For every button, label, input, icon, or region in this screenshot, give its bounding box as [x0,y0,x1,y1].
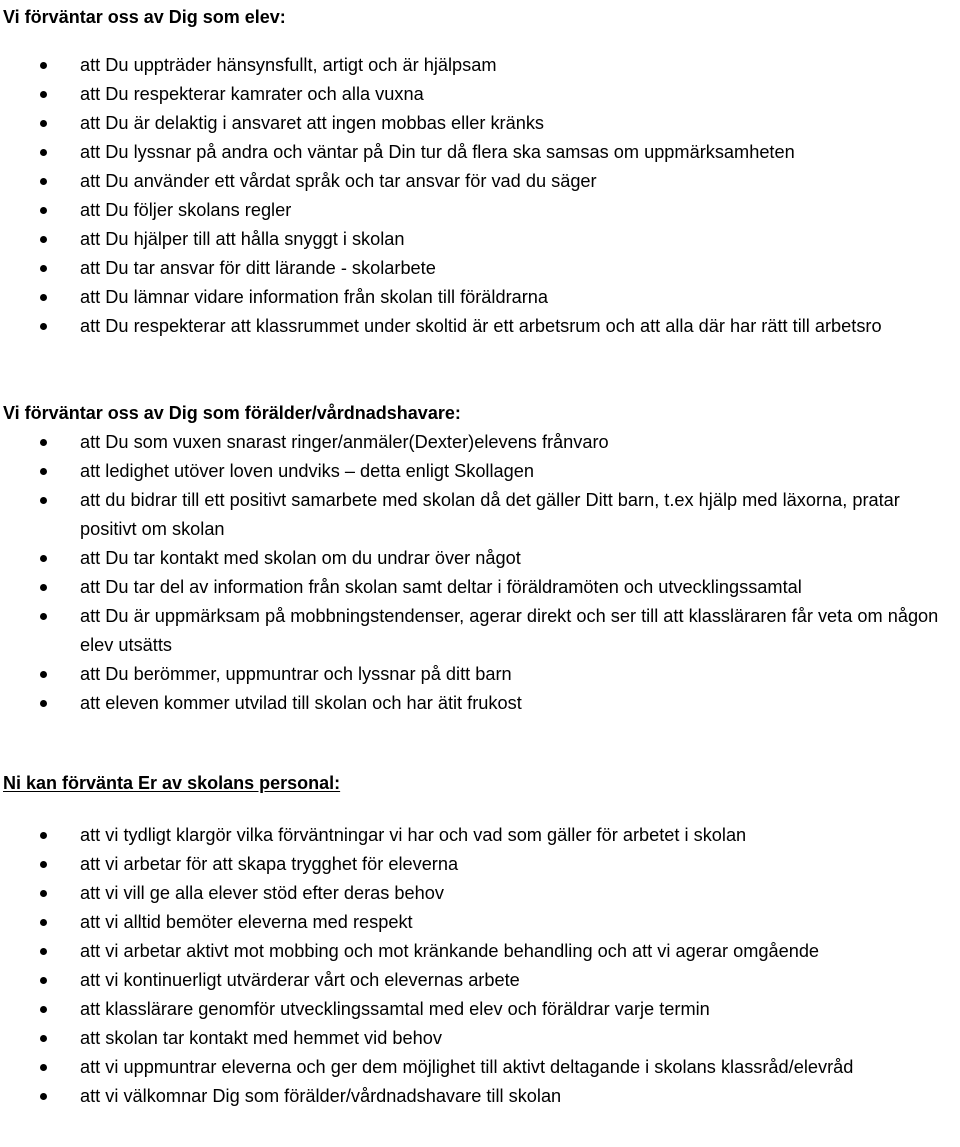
list-item-text: att vi alltid bemöter eleverna med respekt [80,912,413,932]
list-item-text: att Du lämnar vidare information från skolan till föräldrarna [80,287,549,307]
list-item [0,167,960,196]
list-item [0,821,960,850]
list-item [0,196,960,225]
bullet-icon [40,1064,47,1071]
section-heading-elev: Vi förväntar oss av Dig som elev: [3,7,286,27]
bullet-icon [40,294,47,301]
list-item [0,51,960,80]
bullet-icon [40,497,47,504]
list-item [0,660,960,689]
list-item-text: att vi kontinuerligt utvärderar vårt och elevernas arbete [80,970,520,990]
list-item-text: att vi arbetar aktivt mot mobbing och mot kränkande behandling och att vi agerar omgående [80,941,820,961]
bullet-icon [40,236,47,243]
list-item-text: att vi arbetar för att skapa trygghet för eleverna [80,854,459,874]
list-item [0,966,960,995]
list-item-text: att skolan tar kontakt med hemmet vid behov [80,1028,442,1048]
list-item [0,1053,960,1082]
bullet-icon [40,149,47,156]
list-item [0,138,960,167]
list-item [0,1082,960,1111]
list-item-text: att Du är uppmärksam på mobbningstendenser, agerar direkt och ser till att klassläraren får veta om någon elev utsätts [80,606,939,655]
list-item-text: att Du respekterar kamrater och alla vuxna [80,84,424,104]
bullet-icon [40,613,47,620]
list-item [0,850,960,879]
list-item-text: att Du hjälper till att hålla snyggt i skolan [80,229,405,249]
list-item-text: att vi vill ge alla elever stöd efter deras behov [80,883,444,903]
bullet-icon [40,207,47,214]
list-item [0,486,960,544]
list-item [0,80,960,109]
bullet-icon [40,265,47,272]
bullet-icon [40,584,47,591]
list-item-text: att Du tar kontakt med skolan om du undrar över något [80,548,521,568]
list-item-text: att vi välkomnar Dig som förälder/vårdnadshavare till skolan [80,1086,562,1106]
list-item-text: att Du använder ett vårdat språk och tar ansvar för vad du säger [80,171,597,191]
list-item-text: att Du tar ansvar för ditt lärande - skolarbete [80,258,436,278]
list-item-text: att Du berömmer, uppmuntrar och lyssnar på ditt barn [80,664,512,684]
list-item-text: att Du tar del av information från skolan samt deltar i föräldramöten och utvecklingssamtal [80,577,802,597]
bullet-icon [40,890,47,897]
bullet-icon [40,91,47,98]
list-item [0,879,960,908]
list-item-text: att vi tydligt klargör vilka förväntningar vi har och vad som gäller för arbetet i skolan [80,825,747,845]
expectations-list-elev [0,51,960,341]
list-item-text: att ledighet utöver loven undviks – detta enligt Skollagen [80,461,534,481]
list-item [0,937,960,966]
list-item-text: att vi uppmuntrar eleverna och ger dem möjlighet till aktivt deltagande i skolans klassråd/elevråd [80,1057,854,1077]
bullet-icon [40,439,47,446]
bullet-icon [40,948,47,955]
bullet-icon [40,1006,47,1013]
bullet-icon [40,977,47,984]
bullet-icon [40,919,47,926]
bullet-icon [40,832,47,839]
bullet-icon [40,120,47,127]
list-item-text: att Du respekterar att klassrummet under skoltid är ett arbetsrum och att alla där har rätt till arbetsro [80,316,882,336]
list-item-text: att Du följer skolans regler [80,200,292,220]
section-heading-foralder: Vi förväntar oss av Dig som förälder/vårdnadshavare: [3,403,461,423]
list-item-text: att du bidrar till ett positivt samarbete med skolan då det gäller Ditt barn, t.ex hjälp med läxorna, pratar positivt om skolan [80,490,900,539]
list-item [0,312,960,341]
list-item [0,225,960,254]
expectations-list-personal [0,821,960,1111]
bullet-icon [40,323,47,330]
list-item-text: att Du lyssnar på andra och väntar på Din tur då flera ska samsas om uppmärksamheten [80,142,795,162]
list-item [0,428,960,457]
list-item [0,995,960,1024]
list-item [0,457,960,486]
list-item-text: att Du är delaktig i ansvaret att ingen mobbas eller kränks [80,113,545,133]
bullet-icon [40,178,47,185]
bullet-icon [40,62,47,69]
list-item-text: att Du uppträder hänsynsfullt, artigt och är hjälpsam [80,55,497,75]
list-item-text: att eleven kommer utvilad till skolan och har ätit frukost [80,693,522,713]
bullet-icon [40,1035,47,1042]
bullet-icon [40,468,47,475]
list-item [0,602,960,660]
expectations-list-foralder [0,428,960,718]
list-item [0,109,960,138]
bullet-icon [40,700,47,707]
list-item-text: att klasslärare genomför utvecklingssamtal med elev och föräldrar varje termin [80,999,710,1019]
list-item [0,689,960,718]
list-item [0,908,960,937]
list-item [0,573,960,602]
list-item-text: att Du som vuxen snarast ringer/anmäler(Dexter)elevens frånvaro [80,432,609,452]
bullet-icon [40,555,47,562]
bullet-icon [40,1093,47,1100]
section-heading-personal: Ni kan förvänta Er av skolans personal: [3,773,341,793]
list-item [0,544,960,573]
list-item [0,1024,960,1053]
list-item [0,254,960,283]
bullet-icon [40,861,47,868]
bullet-icon [40,671,47,678]
list-item [0,283,960,312]
